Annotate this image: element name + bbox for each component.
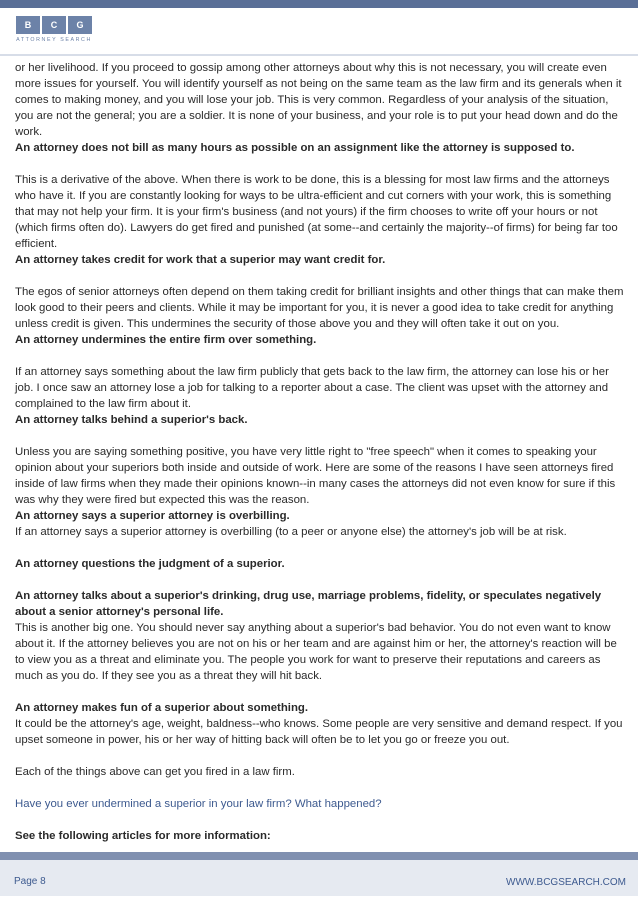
logo-letters (12, 16, 96, 34)
paragraph: or her livelihood. If you proceed to gossip among other attorneys about why this is not necessary, you will create even more issues for yourself. You will identify yourself as not being on the same team as the law firm and its generals when it comes to making money, and you will lose your job. This is very common. Regardless of your analysis of the situation, you are not the general; you are a soldier. It is none of your business, and your role is to put your head down and do the work. (15, 62, 622, 138)
subheading: An attorney does not bill as many hours as possible on an assignment like the attorney is supposed to. (15, 142, 575, 154)
page-number: Page 8 (14, 876, 46, 887)
subheading: An attorney says a superior attorney is overbilling. (15, 510, 290, 522)
subheading: An attorney takes credit for work that a superior may want credit for. (15, 254, 386, 266)
paragraph: Each of the things above can get you fired in a law firm. (15, 766, 295, 778)
subheading: See the following articles for more information: (15, 830, 271, 842)
paragraph: If an attorney says something about the law firm publicly that gets back to the law firm, the attorney can lose his or her job. I once saw an attorney lose a job for talking to a reporter about a case. The client was upset with the attorney and complained to the law firm about it. (15, 366, 609, 410)
subheading: An attorney talks behind a superior's back. (15, 414, 248, 426)
article-body (15, 60, 625, 844)
subheading: An attorney makes fun of a superior about something. (15, 702, 309, 714)
subheading: An attorney undermines the entire firm over something. (15, 334, 317, 346)
subheading: An attorney questions the judgment of a superior. (15, 558, 285, 570)
top-band (0, 0, 638, 8)
paragraph: It could be the attorney's age, weight, baldness--who knows. Some people are very sensitive and demand respect. If you upset someone in power, his or her way of hitting back will often be to let you go or freeze you out. (15, 718, 623, 746)
logo-tagline: ATTORNEY SEARCH (16, 37, 92, 43)
website-link[interactable]: WWW.BCGSEARCH.COM (506, 877, 626, 888)
logo-letter-g: G (68, 16, 92, 34)
logo-letter-c: C (42, 16, 66, 34)
logo-letter-b: B (16, 16, 40, 34)
header-rule (0, 54, 638, 56)
paragraph: This is a derivative of the above. When there is work to be done, this is a blessing for most law firms and the attorneys who have it. If you are constantly looking for ways to be ultra-efficient and cut corners with your work, this is something that may not help your firm. It is your firm's business (and not yours) if the firm chooses to write off your hours or not (which firms often do). Lawyers do get fired and punished (at some--and certainly the majority--of firms) for being far too efficient. (15, 174, 618, 250)
paragraph: If an attorney says a superior attorney is overbilling (to a peer or anyone else) the attorney's job will be at risk. (15, 526, 567, 538)
paragraph: Unless you are saying something positive, you have very little right to "free speech" when it comes to speaking your opinion about your superiors both inside and outside of work. Here are some of the reasons I have seen attorneys fired inside of law firms when they made their opinions known--in many cases the attorneys did not even know for sure if this was why they were fired but expected this was the reason. (15, 446, 616, 506)
bcg-logo (12, 16, 96, 46)
footer-rule (0, 852, 638, 860)
paragraph: The egos of senior attorneys often depend on them taking credit for brilliant insights and other things that can make them look good to their peers and clients. While it may be important for you, it is never a good idea to take credit for anything unless credit is given. This undermines the security of those above you and they will often take it out on you. (15, 286, 624, 330)
discussion-question-link[interactable]: Have you ever undermined a superior in your law firm? What happened? (15, 798, 382, 810)
paragraph: This is another big one. You should never say anything about a superior's bad behavior. You do not even want to know about it. If the attorney believes you are not on his or her team and are against him or her, the attorney's reaction will be to view you as a threat and eliminate you. The people you work for want to preserve their reputations and careers as much as you do. If they see you as a threat they will hit back. (15, 622, 617, 682)
subheading: An attorney talks about a superior's drinking, drug use, marriage problems, fidelity, or speculates negatively about a senior attorney's personal life. (15, 590, 602, 618)
